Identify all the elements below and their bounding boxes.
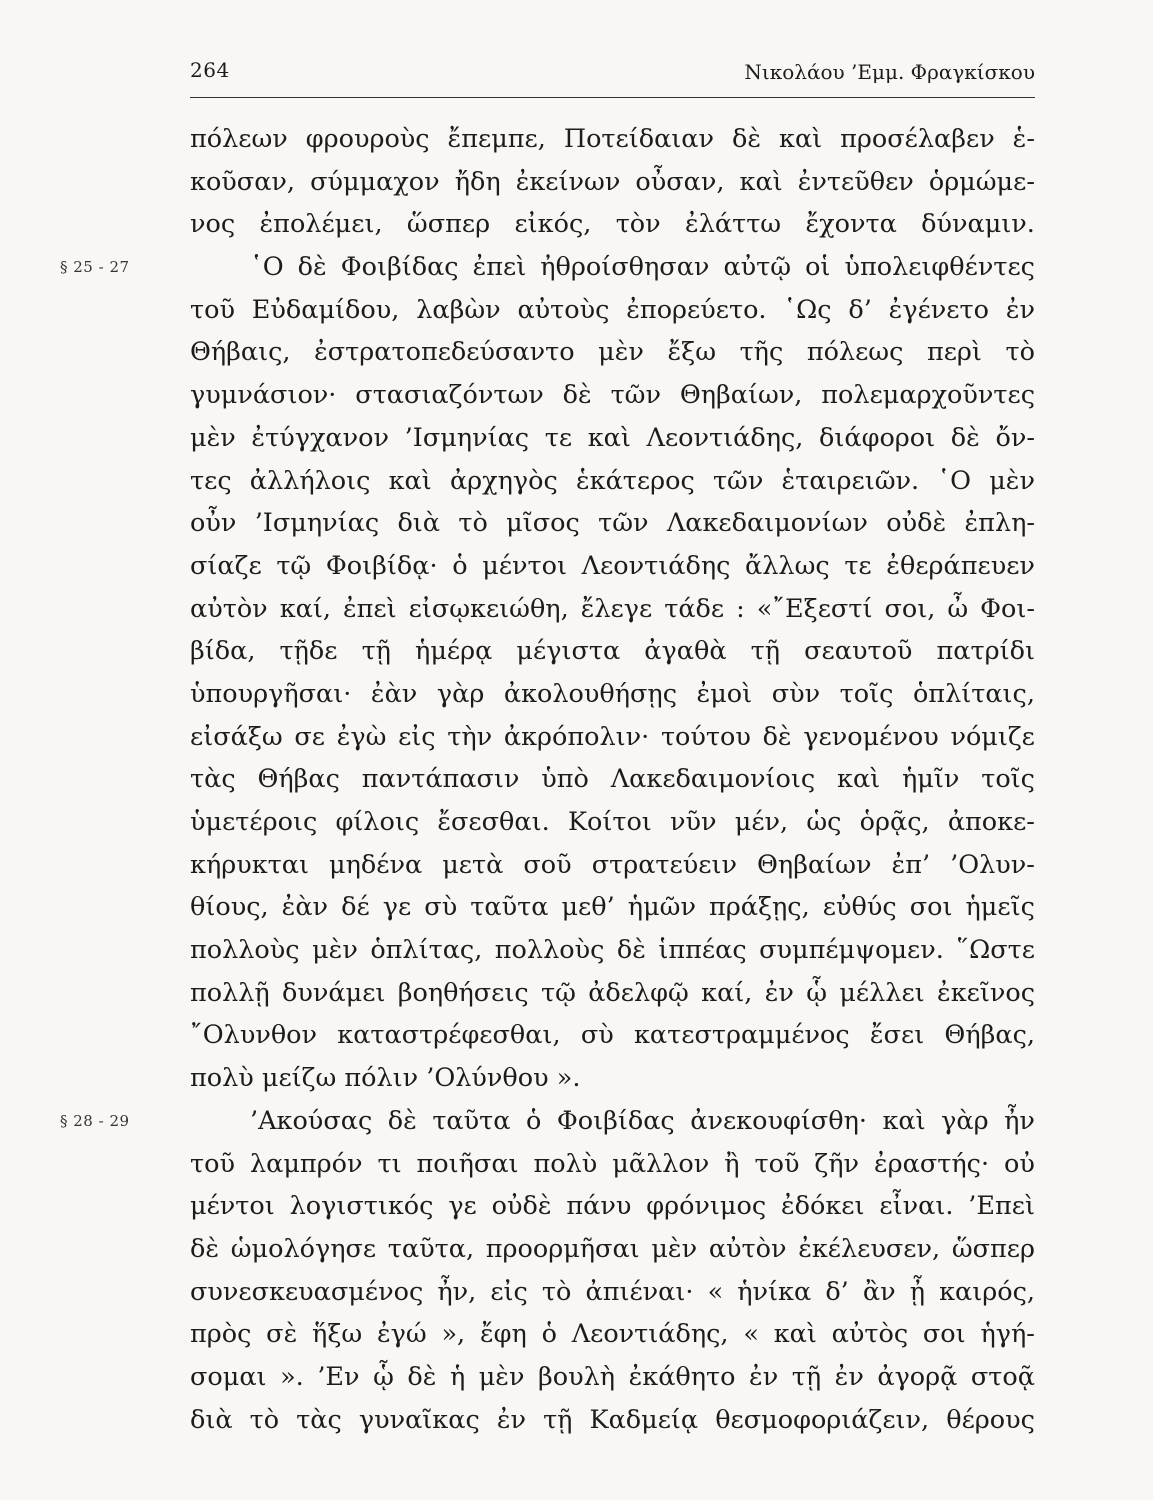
text-line: κοῦσαν, σύμμαχον ἤδη ἐκείνων οὖσαν, καὶ ἐντεῦθεν ὁρμώμε- xyxy=(190,166,1035,197)
text-line: αὐτὸν καί, ἐπεὶ εἰσῳκειώθη, ἔλεγε τάδε : «῎Εξεστί σοι, ὦ Φοι- xyxy=(190,593,1035,624)
text-line: ῾Ο δὲ Φοιβίδας ἐπεὶ ἠθροίσθησαν αὐτῷ οἱ ὑπολειφθέντες xyxy=(250,252,1035,283)
text-line: θίους, ἐὰν δέ γε σὺ ταῦτα μεθ’ ἡμῶν πράξῃς, εὐθύς σοι ἡμεῖς xyxy=(190,892,1035,923)
text-line: οὖν ’Ισμηνίας διὰ τὸ μῖσος τῶν Λακεδαιμονίων οὐδὲ ἐπλη- xyxy=(190,508,1035,539)
text-line: πόλεων φρουροὺς ἔπεμπε, Ποτείδαιαν δὲ καὶ προσέλαβεν ἑ- xyxy=(190,124,1035,154)
text-line: διὰ τὸ τὰς γυναῖκας ἐν τῇ Καδμείᾳ θεσμοφοριάζειν, θέρους xyxy=(190,1404,1035,1435)
text-line: γυμνάσιον· στασιαζόντων δὲ τῶν Θηβαίων, πολεμαρχοῦντες xyxy=(190,380,1035,411)
text-line: πρὸς σὲ ἥξω ἐγώ », ἔφη ὁ Λεοντιάδης, « καὶ αὐτὸς σοι ἡγή- xyxy=(190,1319,1035,1350)
text-line: μὲν ἐτύγχανον ’Ισμηνίας τε καὶ Λεοντιάδης, διάφοροι δὲ ὄν- xyxy=(190,422,1035,453)
page-header xyxy=(190,58,1035,98)
running-head: Νικολάου ’Εμμ. Φραγκίσκου xyxy=(744,60,1035,84)
text-line: συνεσκευασμένος ἦν, εἰς τὸ ἀπιέναι· « ἡνίκα δ’ ἂν ᾖ καιρός, xyxy=(190,1276,1035,1307)
text-line: σίαζε τῷ Φοιβίδᾳ· ὁ μέντοι Λεοντιάδης ἄλλως τε ἐθεράπευεν xyxy=(190,550,1035,581)
section-reference: § 28 - 29 xyxy=(60,1112,130,1131)
text-line: πολλῇ δυνάμει βοηθήσεις τῷ ἀδελφῷ καί, ἐν ᾧ μέλλει ἐκεῖνος xyxy=(190,977,1035,1008)
text-line: ὑπουργῆσαι· ἐὰν γὰρ ἀκολουθήσῃς ἐμοὶ σὺν τοῖς ὁπλίταις, xyxy=(190,678,1035,709)
text-line: ὑμετέροις φίλοις ἔσεσθαι. Κοίτοι νῦν μέν, ὡς ὁρᾷς, ἀποκε- xyxy=(190,807,1035,837)
text-line: ῎Ολυνθον καταστρέφεσθαι, σὺ κατεστραμμένος ἔσει Θήβας, xyxy=(190,1020,1035,1051)
body-text xyxy=(190,118,1035,1441)
header-rule xyxy=(190,97,1035,98)
text-line: τὰς Θήβας παντάπασιν ὑπὸ Λακεδαιμονίοις καὶ ἡμῖν τοῖς xyxy=(190,764,1035,795)
text-line: τοῦ λαμπρόν τι ποιῆσαι πολὺ μᾶλλον ἢ τοῦ ζῆν ἐραστής· οὐ xyxy=(190,1148,1035,1179)
section-reference: § 25 - 27 xyxy=(60,258,130,277)
text-line: νος ἐπολέμει, ὥσπερ εἰκός, τὸν ἐλάττω ἔχοντα δύναμιν. xyxy=(190,209,1035,240)
text-line: πολλοὺς μὲν ὁπλίτας, πολλοὺς δὲ ἱππέας συμπέμψομεν. ῞Ωστε xyxy=(190,935,1035,966)
text-line: πολὺ μείζω πόλιν ’Ολύνθου ». xyxy=(190,1063,581,1094)
text-line: δὲ ὡμολόγησε ταῦτα, προορμῆσαι μὲν αὐτὸν ἐκέλευσεν, ὥσπερ xyxy=(190,1233,1035,1264)
text-line: εἰσάξω σε ἐγὼ εἰς τὴν ἀκρόπολιν· τούτου δὲ γενομένου νόμιζε xyxy=(190,721,1035,752)
text-line: μέντοι λογιστικός γε οὐδὲ πάνυ φρόνιμος ἐδόκει εἶναι. ’Επεὶ xyxy=(190,1191,1035,1222)
text-line: σομαι ». ’Εν ᾧ δὲ ἡ μὲν βουλὴ ἐκάθητο ἐν τῇ ἐν ἀγορᾷ στοᾷ xyxy=(190,1361,1035,1392)
text-line: τοῦ Εὐδαμίδου, λαβὼν αὐτοὺς ἐπορεύετο. ῾Ως δ’ ἐγένετο ἐν xyxy=(190,294,1035,325)
text-line: βίδα, τῇδε τῇ ἡμέρᾳ μέγιστα ἀγαθὰ τῇ σεαυτοῦ πατρίδι xyxy=(190,636,1035,667)
text-line: ’Ακούσας δὲ ταῦτα ὁ Φοιβίδας ἀνεκουφίσθη· καὶ γὰρ ἦν xyxy=(250,1105,1035,1136)
text-line: Θήβαις, ἐστρατοπεδεύσαντο μὲν ἔξω τῆς πόλεως περὶ τὸ xyxy=(190,337,1035,368)
page-number: 264 xyxy=(190,58,230,82)
text-line: τες ἀλλήλοις καὶ ἀρχηγὸς ἑκάτερος τῶν ἑταιρειῶν. ῾Ο μὲν xyxy=(190,465,1035,496)
text-line: κήρυκται μηδένα μετὰ σοῦ στρατεύειν Θηβαίων ἐπ’ ’Ολυν- xyxy=(190,849,1035,880)
